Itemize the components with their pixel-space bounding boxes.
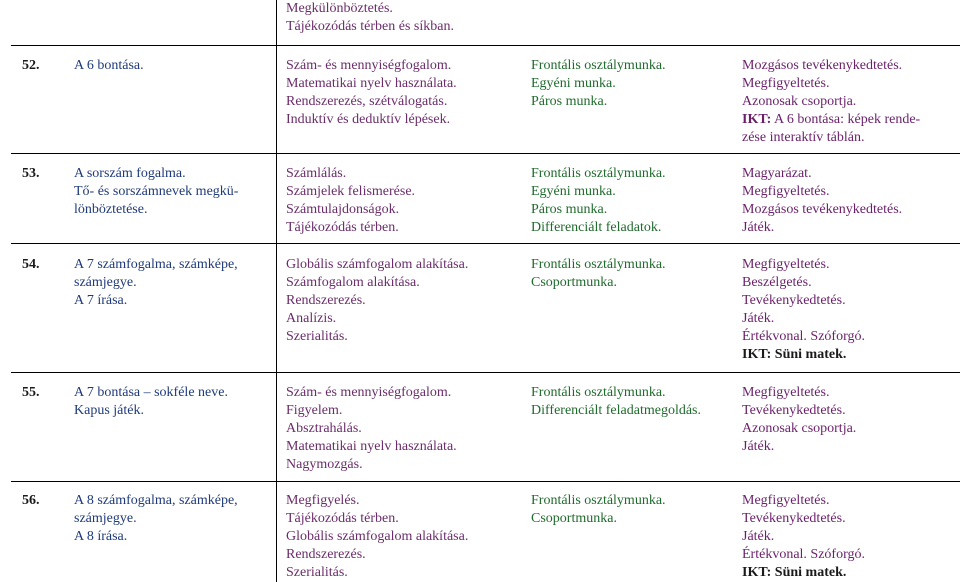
text-line: Szerialitás.: [286, 329, 348, 344]
text-line: Nagymozgás.: [286, 457, 363, 472]
text-line: Tájékozódás térben és síkban.: [286, 19, 454, 34]
text-line: Játék.: [742, 439, 775, 454]
text-line: Egyéni munka.: [531, 76, 616, 91]
text-line: A 7 írása.: [74, 293, 128, 308]
text-line: Megfigyelés.: [286, 493, 360, 508]
text-line: Megkülönböztetés.: [286, 1, 393, 16]
row-workforms: [531, 57, 666, 111]
text-line: Értékvonal. Szóforgó.: [742, 329, 865, 344]
row-topic: [74, 57, 144, 75]
row-rule: [11, 481, 960, 482]
text-line: Figyelem.: [286, 403, 343, 418]
text-line: Játék.: [742, 529, 775, 544]
row-skills: [286, 492, 468, 582]
text-line: Beszélgetés.: [742, 275, 812, 290]
row-workforms: [531, 165, 666, 237]
text-line: Azonosak csoportja.: [742, 421, 857, 436]
text-line: Azonosak csoportja.: [742, 94, 857, 109]
text-line: Tevékenykedtetés.: [742, 511, 846, 526]
text-line: Tő- és sorszámnevek megkü-: [74, 184, 239, 199]
text-line: Számlálás.: [286, 166, 347, 181]
text-line: Mozgásos tevékenykedtetés.: [742, 58, 903, 73]
text-line: Csoportmunka.: [531, 275, 617, 290]
text-line: Megfigyeltetés.: [742, 385, 830, 400]
column-divider: [276, 0, 277, 582]
text-line: Páros munka.: [531, 202, 608, 217]
text-line: Megfigyeltetés.: [742, 184, 830, 199]
text-line: A 7 bontása – sokféle neve.: [74, 385, 228, 400]
text-line: Számfogalom alakítása.: [286, 275, 420, 290]
text-line: Tájékozódás térben.: [286, 220, 399, 235]
row-topic: [74, 384, 228, 420]
ikt-label: IKT:: [742, 112, 772, 127]
row-rule: [11, 372, 960, 373]
text-line: számjegye.: [74, 511, 137, 526]
text-line: zése interaktív táblán.: [742, 130, 865, 145]
ikt-line: [742, 111, 920, 129]
text-line: Szám- és mennyiségfogalom.: [286, 385, 452, 400]
ikt-line: IKT: Süni matek.: [742, 347, 847, 362]
text-line: Magyarázat.: [742, 166, 812, 181]
text-line: Játék.: [742, 220, 775, 235]
text-line: számjegye.: [74, 275, 137, 290]
row-number: 52.: [22, 58, 40, 73]
text-line: Differenciált feladatok.: [531, 220, 662, 235]
text-line: A 6 bontása.: [74, 58, 144, 73]
text-line: Analízis.: [286, 311, 337, 326]
text-line: A 8 írása.: [74, 529, 128, 544]
row-skills: [286, 57, 457, 129]
text-line: Tevékenykedtetés.: [742, 293, 846, 308]
text-line: A 8 számfogalma, számképe,: [74, 493, 238, 508]
row-methods: [742, 57, 920, 147]
text-line: Frontális osztálymunka.: [531, 257, 666, 272]
text-line: lönböztetése.: [74, 202, 148, 217]
top-row-col2: [286, 0, 454, 36]
text-line: Megfigyeltetés.: [742, 493, 830, 508]
text-line: Szerialitás.: [286, 565, 348, 580]
row-skills: [286, 256, 468, 346]
text-line: Mozgásos tevékenykedtetés.: [742, 202, 903, 217]
text-line: Kapus játék.: [74, 403, 144, 418]
row-skills: [286, 165, 415, 237]
text-line: Rendszerezés.: [286, 293, 366, 308]
text-line: Frontális osztálymunka.: [531, 385, 666, 400]
text-line: Globális számfogalom alakítása.: [286, 257, 469, 272]
ikt-text: A 6 bontása: képek rende-: [771, 112, 921, 127]
text-line: Globális számfogalom alakítása.: [286, 529, 469, 544]
row-workforms: [531, 492, 666, 528]
row-topic: [74, 492, 238, 546]
row-workforms: [531, 256, 666, 292]
text-line: Értékvonal. Szóforgó.: [742, 547, 865, 562]
text-line: Induktív és deduktív lépések.: [286, 112, 451, 127]
text-line: Differenciált feladatmegoldás.: [531, 403, 701, 418]
ikt-line: IKT: Süni matek.: [742, 565, 847, 580]
text-line: Tevékenykedtetés.: [742, 403, 846, 418]
text-line: Megfigyeltetés.: [742, 76, 830, 91]
text-line: A 7 számfogalma, számképe,: [74, 257, 238, 272]
row-rule: [11, 153, 960, 154]
row-methods: [742, 256, 865, 364]
text-line: Számjelek felismerése.: [286, 184, 416, 199]
text-line: Számtulajdonságok.: [286, 202, 400, 217]
row-methods: [742, 384, 856, 456]
text-line: A sorszám fogalma.: [74, 166, 186, 181]
text-line: Tájékozódás térben.: [286, 511, 399, 526]
row-methods: [742, 165, 902, 237]
text-line: Megfigyeltetés.: [742, 257, 830, 272]
text-line: Egyéni munka.: [531, 184, 616, 199]
text-line: Páros munka.: [531, 94, 608, 109]
row-topic: [74, 256, 238, 310]
text-line: Matematikai nyelv használata.: [286, 76, 457, 91]
text-line: Szám- és mennyiségfogalom.: [286, 58, 452, 73]
text-line: Frontális osztálymunka.: [531, 166, 666, 181]
row-rule: [11, 243, 960, 244]
row-number: 53.: [22, 166, 40, 181]
row-topic: [74, 165, 238, 219]
row-number: 55.: [22, 385, 40, 400]
text-line: Frontális osztálymunka.: [531, 493, 666, 508]
text-line: Rendszerezés.: [286, 547, 366, 562]
row-skills: [286, 384, 457, 474]
text-line: Matematikai nyelv használata.: [286, 439, 457, 454]
text-line: Játék.: [742, 311, 775, 326]
row-number: 56.: [22, 493, 40, 508]
row-number: 54.: [22, 257, 40, 272]
text-line: Frontális osztálymunka.: [531, 58, 666, 73]
text-line: Rendszerezés, szétválogatás.: [286, 94, 448, 109]
text-line: Absztrahálás.: [286, 421, 362, 436]
row-methods: [742, 492, 865, 582]
row-workforms: [531, 384, 701, 420]
text-line: Csoportmunka.: [531, 511, 617, 526]
row-rule: [11, 45, 960, 46]
